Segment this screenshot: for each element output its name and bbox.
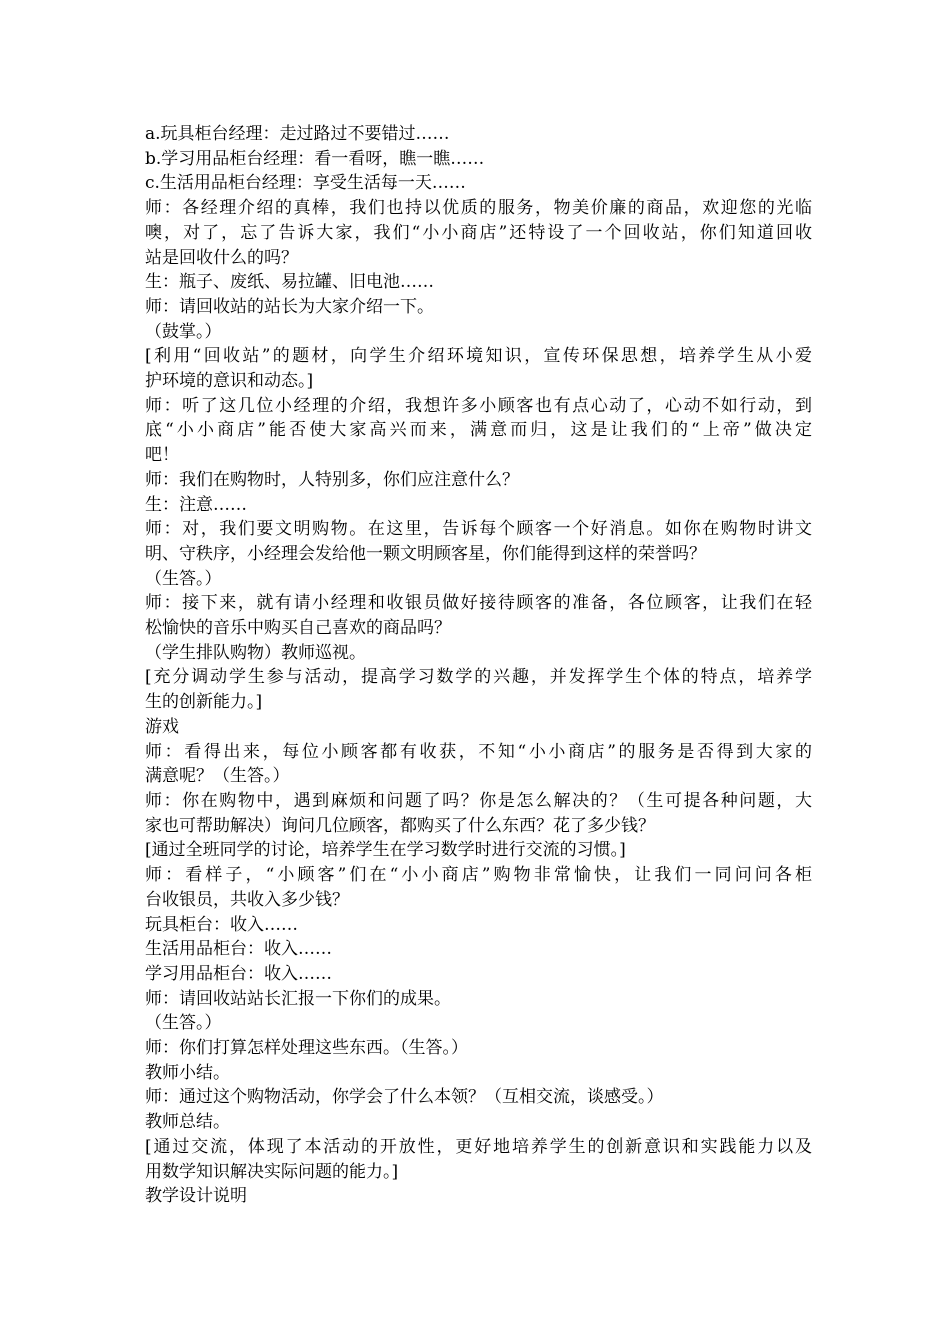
text-line: [利用“回收站”的题材，向学生介绍环境知识，宣传环保思想，培养学生从小爱 — [145, 346, 812, 367]
text-line: 站是回收什么的吗？ — [145, 247, 298, 268]
text-line: 生：瓶子、废纸、易拉罐、旧电池…… — [145, 272, 434, 293]
text-line: 师：你在购物中，遇到麻烦和问题了吗？你是怎么解决的？（生可提各种问题，大 — [145, 790, 812, 811]
text-line: 明、守秩序，小经理会发给他一颗文明顾客星，你们能得到这样的荣誉吗？ — [145, 543, 706, 564]
text-line: 满意呢？（生答。） — [145, 766, 290, 787]
text-line: [充分调动学生参与活动，提高学习数学的兴趣，并发挥学生个体的特点，培养学 — [145, 667, 812, 688]
text-line: 教师总结。 — [145, 1112, 230, 1133]
text-line: 师：看样子，“小顾客”们在“小小商店”购物非常愉快，让我们一同问问各柜 — [145, 865, 812, 886]
text-line: （生答。） — [145, 1013, 222, 1034]
text-line: 生：注意…… — [145, 494, 247, 515]
text-line: （鼓掌。） — [145, 321, 222, 342]
text-line: 师：接下来，就有请小经理和收银员做好接待顾客的准备，各位顾客，让我们在轻 — [145, 593, 812, 614]
text-line: a.玩具柜台经理：走过路过不要错过…… — [145, 124, 450, 144]
text-line: [通过全班同学的讨论，培养学生在学习数学时进行交流的习惯。] — [145, 840, 626, 861]
text-line: 生活用品柜台：收入…… — [145, 939, 332, 960]
text-line: c.生活用品柜台经理：享受生活每一天…… — [145, 173, 466, 194]
text-line: 台收银员，共收入多少钱？ — [145, 889, 349, 910]
text-line: 教学设计说明 — [145, 1186, 247, 1207]
text-line: b.学习用品柜台经理：看一看呀，瞧一瞧…… — [145, 148, 485, 169]
text-line: 师：各经理介绍的真棒，我们也持以优质的服务，物美价廉的商品，欢迎您的光临 — [145, 198, 812, 219]
text-line: 用数学知识解决实际问题的能力。] — [145, 1161, 399, 1182]
text-line: 师：对，我们要文明购物。在这里，告诉每个顾客一个好消息。如你在购物时讲文 — [145, 519, 812, 540]
text-line: 教师小结。 — [145, 1062, 230, 1083]
text-line: 底“小小商店”能否使大家高兴而来，满意而归，这是让我们的“上帝”做决定 — [145, 420, 812, 441]
text-line: 学习用品柜台：收入…… — [145, 963, 332, 984]
text-line: 松愉快的音乐中购买自己喜欢的商品吗？ — [145, 618, 451, 639]
text-line: 师：你们打算怎样处理这些东西。（生答。） — [145, 1038, 468, 1059]
document-body — [145, 122, 812, 1209]
text-line: 师：我们在购物时，人特别多，你们应注意什么？ — [145, 469, 519, 490]
text-line: 师：看得出来，每位小顾客都有收获，不知“小小商店”的服务是否得到大家的 — [145, 741, 812, 762]
text-line: 噢，对了，忘了告诉大家，我们“小小商店”还特设了一个回收站，你们知道回收 — [145, 222, 812, 243]
text-line: [通过交流，体现了本活动的开放性，更好地培养学生的创新意识和实践能力以及 — [145, 1136, 812, 1157]
text-line: 游戏 — [145, 716, 179, 737]
text-line: （生答。） — [145, 568, 222, 589]
text-line: 师：请回收站站长汇报一下你们的成果。 — [145, 988, 451, 1009]
text-line: 师：请回收站的站长为大家介绍一下。 — [145, 296, 434, 317]
text-line: 生的创新能力。] — [145, 692, 263, 713]
text-line: 护环境的意识和动态。] — [145, 371, 314, 392]
text-line: 师：通过这个购物活动，你学会了什么本领？（互相交流，谈感受。） — [145, 1087, 664, 1108]
text-line: 师：听了这几位小经理的介绍，我想许多小顾客也有点心动了，心动不如行动，到 — [145, 395, 812, 416]
text-line: 玩具柜台：收入…… — [145, 914, 298, 935]
text-line: 家也可帮助解决）询问几位顾客，都购买了什么东西？花了多少钱？ — [145, 815, 655, 836]
text-line: 吧！ — [145, 445, 179, 466]
text-line: （学生排队购物）教师巡视。 — [145, 642, 366, 663]
